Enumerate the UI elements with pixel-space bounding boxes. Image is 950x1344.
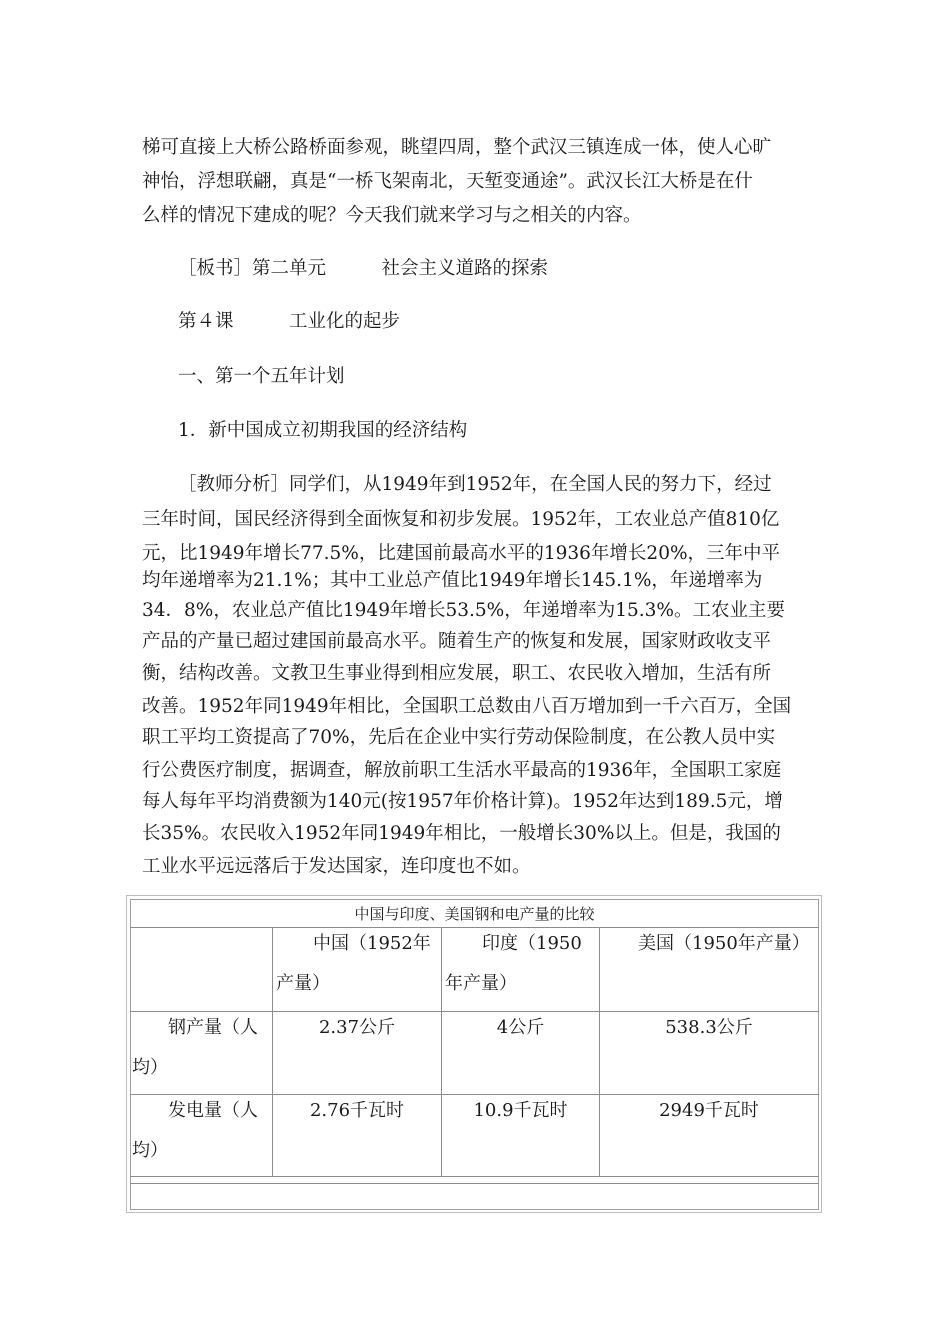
analysis-line: 34．8%，农业总产值比1949年增长53.5%，年递增率为15.3%。工农业主要 bbox=[142, 600, 786, 621]
analysis-line: 工业水平远远落后于发达国家，连印度也不如。 bbox=[142, 856, 531, 877]
cell-china-steel: 2.37公斤 bbox=[318, 1017, 396, 1038]
cell-usa-steel: 538.3公斤 bbox=[665, 1017, 753, 1038]
board-title: ［板书］第二单元 社会主义道路的探索 bbox=[178, 258, 549, 279]
row-label-steel: 钢产量（人 bbox=[168, 1017, 258, 1038]
header-india-cont: 年产量） bbox=[445, 973, 517, 994]
table-caption: 中国与印度、美国钢和电产量的比较 bbox=[354, 905, 595, 923]
analysis-line: 衡，结构改善。文教卫生事业得到相应发展，职工、农民收入增加，生活有所 bbox=[142, 663, 772, 684]
cell-india-power: 10.9千瓦时 bbox=[473, 1100, 568, 1121]
table-rule bbox=[272, 927, 273, 1176]
intro-line: 么样的情况下建成的呢？今天我们就来学习与之相关的内容。 bbox=[142, 205, 642, 226]
header-china-cont: 产量） bbox=[276, 973, 330, 994]
analysis-line: 元，比1949年增长77.5%，比建国前最高水平的1936年增长20%，三年中平 bbox=[142, 543, 781, 564]
section-heading: 一、第一个五年计划 bbox=[178, 366, 345, 387]
analysis-line: 行公费医疗制度，据调查，解放前职工生活水平最高的1936年，全国职工家庭 bbox=[142, 760, 782, 781]
header-usa: 美国（1950年产量） bbox=[638, 933, 810, 954]
subsection-heading: 1．新中国成立初期我国的经济结构 bbox=[178, 420, 468, 441]
cell-india-steel: 4公斤 bbox=[496, 1017, 545, 1038]
row-label-power: 发电量（人 bbox=[168, 1100, 258, 1121]
analysis-line: 每人每年平均消费额为140元(按1957年价格计算)。1952年达到189.5元，增 bbox=[142, 791, 783, 812]
analysis-line: 改善。1952年同1949年相比，全国职工总数由八百万增加到一千六百万，全国 bbox=[142, 696, 792, 717]
table-rule bbox=[441, 927, 442, 1176]
analysis-line: 长35%。农民收入1952年同1949年相比，一般增长30%以上。但是，我国的 bbox=[142, 823, 781, 844]
intro-line: 梯可直接上大桥公路桥面参观，眺望四周，整个武汉三镇连成一体，使人心旷 bbox=[142, 137, 772, 158]
intro-line: 神怡，浮想联翩，真是“一桥飞架南北，天堑变通途”。武汉长江大桥是在什 bbox=[142, 171, 753, 192]
lesson-title: 第４课 工业化的起步 bbox=[178, 311, 401, 332]
analysis-line: 三年时间，国民经济得到全面恢复和初步发展。1952年，工农业总产值810亿 bbox=[142, 509, 780, 530]
row-label-power-cont: 均） bbox=[132, 1140, 168, 1161]
analysis-line: ［教师分析］同学们，从1949年到1952年，在全国人民的努力下，经过 bbox=[178, 474, 772, 495]
cell-usa-power: 2949千瓦时 bbox=[659, 1100, 759, 1121]
header-india: 印度（1950 bbox=[482, 933, 582, 954]
table-rule bbox=[599, 927, 600, 1176]
table-rule bbox=[130, 1183, 819, 1184]
table-rule bbox=[130, 1176, 819, 1177]
analysis-line: 职工平均工资提高了70%，先后在企业中实行劳动保险制度，在公教人员中实 bbox=[142, 727, 776, 748]
cell-china-power: 2.76千瓦时 bbox=[309, 1100, 405, 1121]
header-china: 中国（1952年 bbox=[313, 933, 431, 954]
row-label-steel-cont: 均） bbox=[132, 1057, 168, 1078]
analysis-line: 均年递增率为21.1%；其中工业总产值比1949年增长145.1%，年递增率为 bbox=[142, 570, 763, 591]
analysis-line: 产品的产量已超过建国前最高水平。随着生产的恢复和发展，国家财政收支平 bbox=[142, 631, 772, 652]
